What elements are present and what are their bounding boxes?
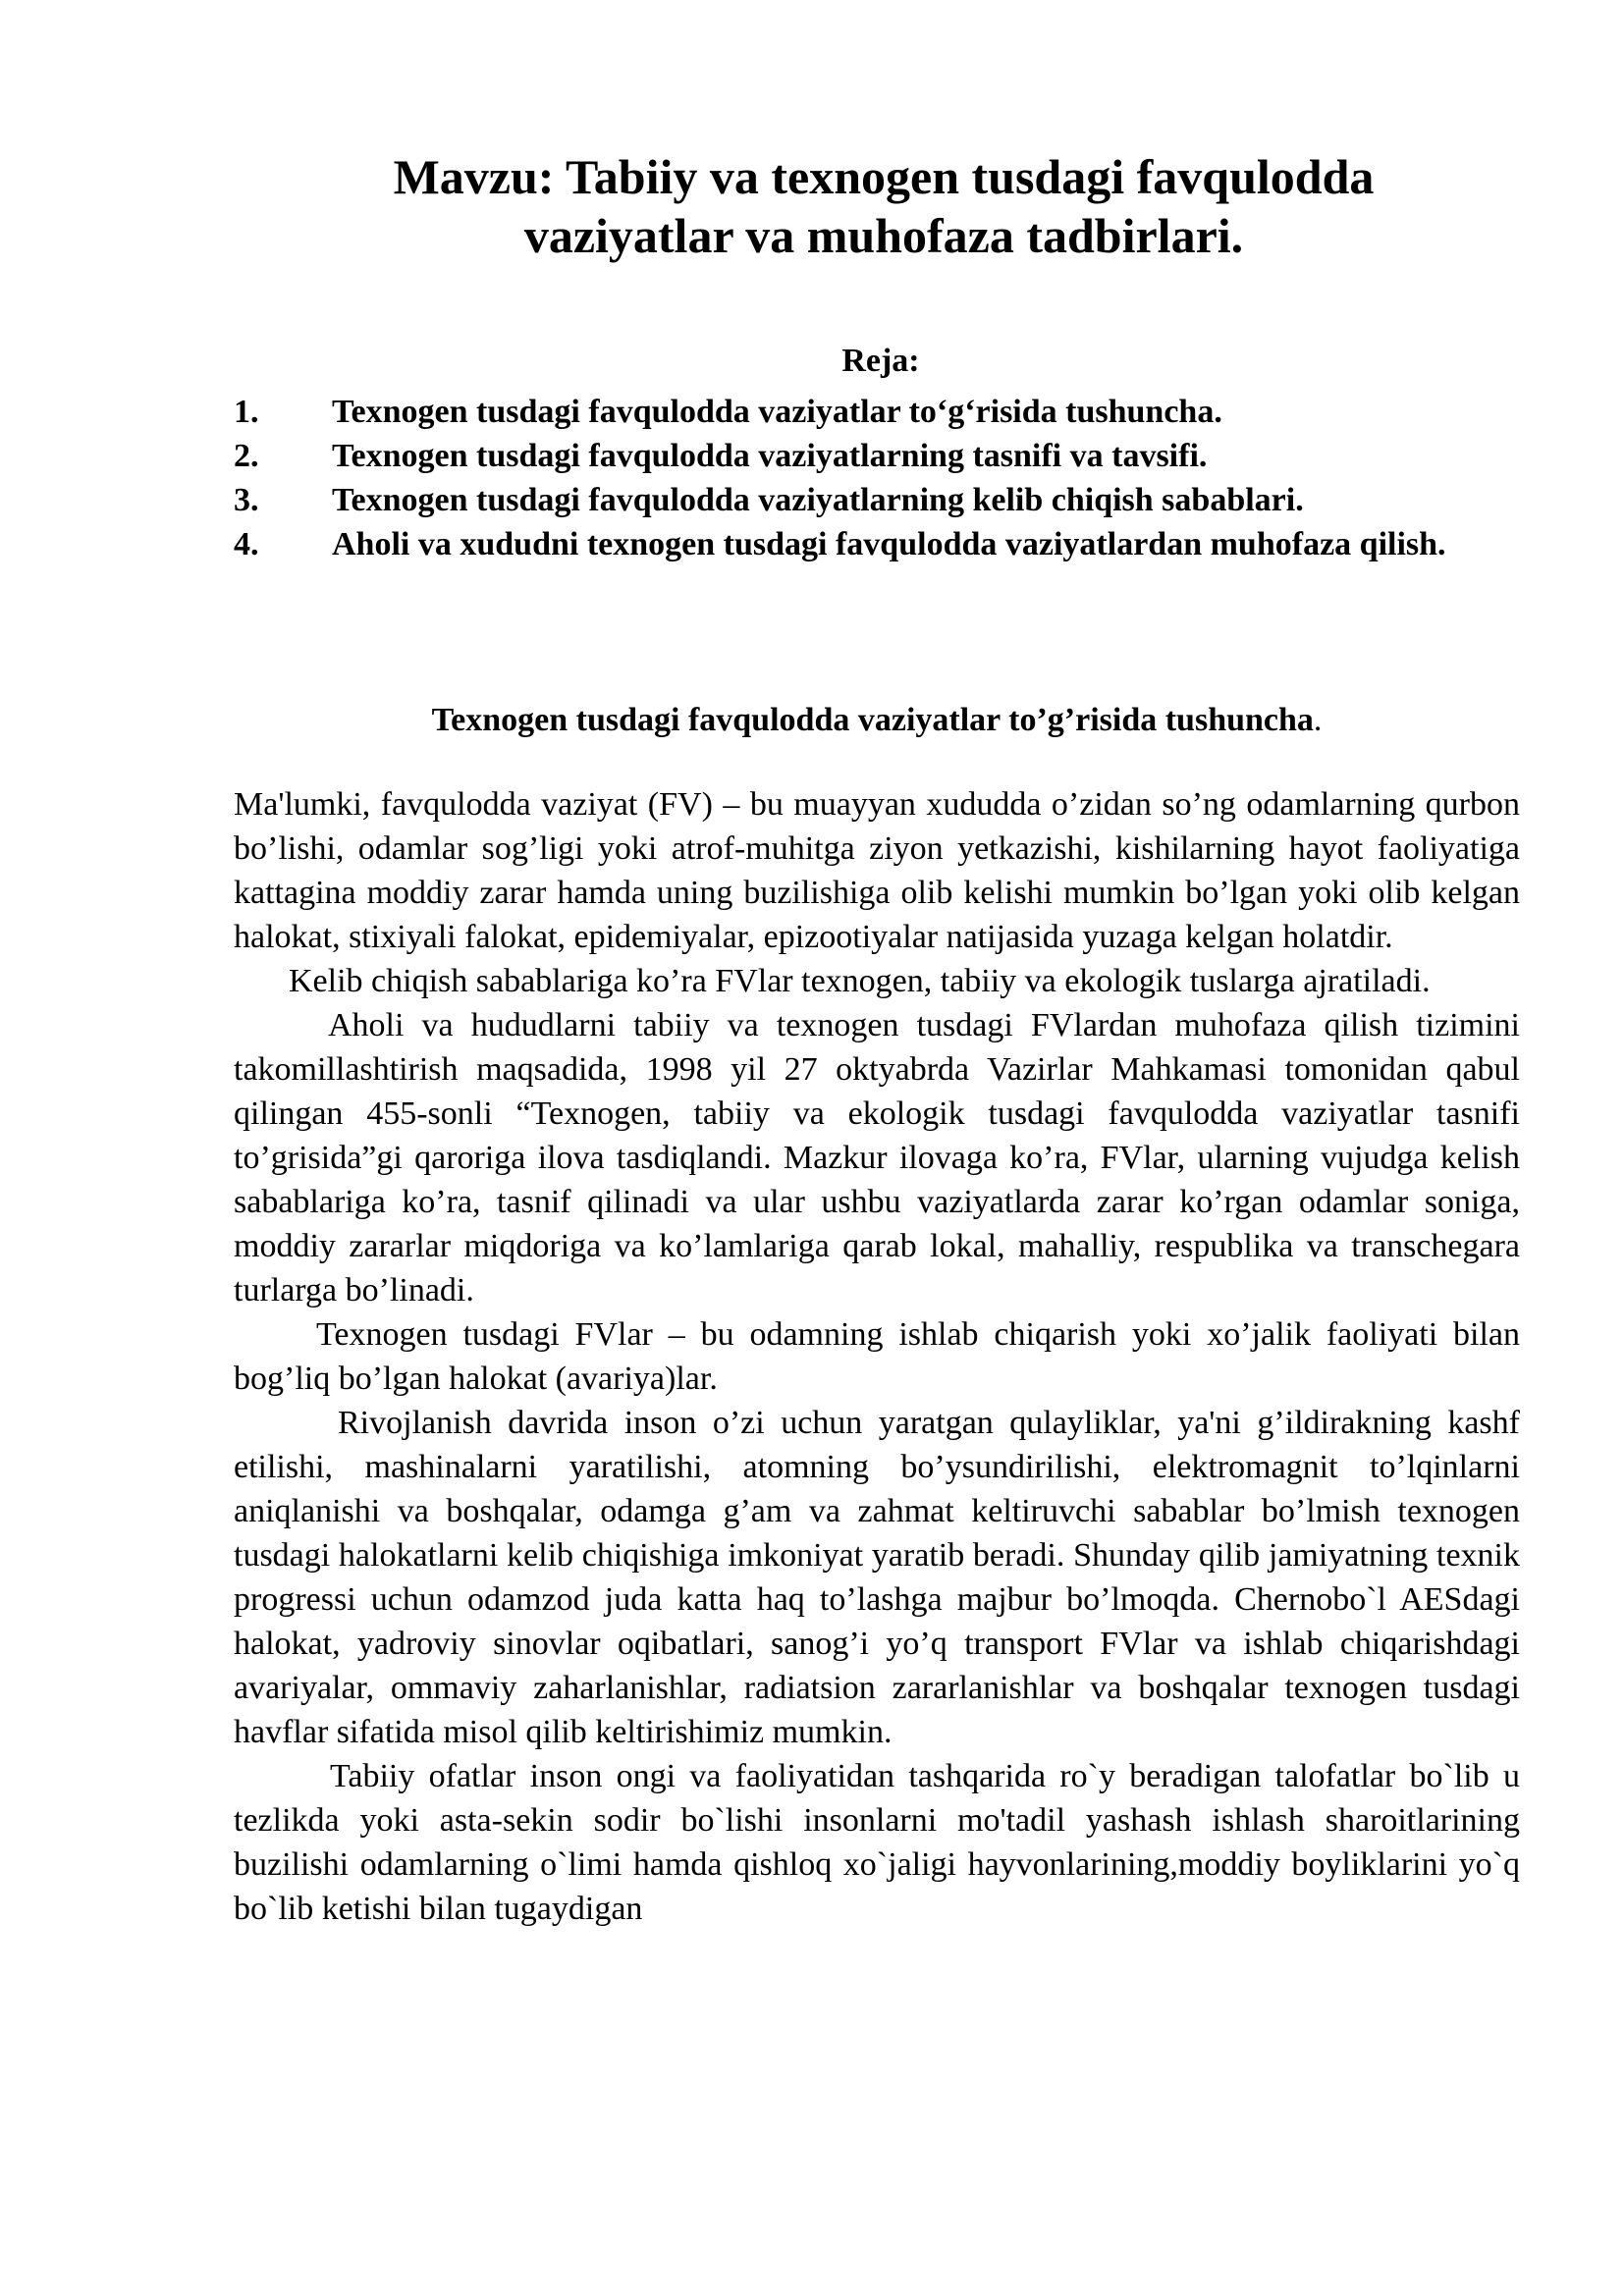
plan-item-text: Texnogen tusdagi favqulodda vaziyatlarning tasnifi va tavsifi. (332, 438, 1208, 474)
plan-item-number: 2. (234, 438, 259, 474)
section-heading-period: . (1313, 702, 1323, 738)
paragraph: Aholi va hududlarni tabiiy va texnogen tusdagi FVlardan muhofaza qilish tizimini takomillashtirish maqsadida, 1998 yil 27 oktyabrda Vazirlar Mahkamasi tomonidan qabul qilingan 455-sonli “Texnogen, tabiiy va ekologik tusdagi favqulodda vaziyatlar tasnifi to’grisida”gi qaroriga ilova tasdiqlandi. Mazkur ilovaga ko’ra, FVlar, ularning vujudga kelish sabablariga ko’ra, tasnif qilinadi va ular ushbu vaziyatlarda zarar ko’rgan odamlar soniga, moddiy zararlar miqdoriga va ko’lamlariga qarab lokal, mahalliy, respublika va transchegara turlarga bo’linadi. (234, 1007, 1520, 1308)
section-heading (234, 700, 1520, 741)
title-line-2: vaziyatlar va muhofaza tadbirlari. (523, 208, 1244, 263)
plan-item-3 (234, 478, 1520, 522)
body-text (234, 782, 1520, 1931)
plan-item-2 (234, 434, 1520, 478)
title-line-1: Mavzu: Tabiiy va texnogen tusdagi favqulodda (393, 149, 1375, 204)
plan-heading: Reja: (841, 343, 920, 379)
paragraph: Kelib chiqish sabablariga ko’ra FVlar texnogen, tabiiy va ekologik tuslarga ajratiladi. (289, 963, 1431, 999)
plan-item-text: Texnogen tusdagi favqulodda vaziyatlar to‘g‘risida tushuncha. (332, 394, 1222, 430)
paragraph: Ma'lumki, favqulodda vaziyat (FV) – bu muayyan xududda o’zidan so’ng odamlarning qurbon bo’lishi, odamlar sog’ligi yoki atrof-muhitga ziyon yetkazishi, kishilarning hayot faoliyatiga kattagina moddiy zarar hamda uning buzilishiga olib kelishi mumkin bo’lgan yoki olib kelgan halokat, stixiyali falokat, epidemiyalar, epizootiyalar natijasida yuzaga kelgan holatdir. (234, 786, 1520, 955)
plan-item-number: 4. (234, 526, 259, 562)
paragraph: Texnogen tusdagi FVlar – bu odamning ishlab chiqarish yoki xo’jalik faoliyati bilan bog’liq bo’lgan halokat (avariya)lar. (234, 1316, 1520, 1397)
paragraph: Tabiiy ofatlar inson ongi va faoliyatidan tashqarida ro`y beradigan talofatlar bo`lib u tezlikda yoki asta-sekin sodir bo`lishi insonlarni mo'tadil yashash ishlash sharoitlarining buzilishi odamlarning o`limi hamda qishloq xo`jaligi hayvonlarining,moddiy boyliklarini yo`q bo`lib ketishi bilan tugaydigan (234, 1758, 1520, 1927)
plan-item-text: Texnogen tusdagi favqulodda vaziyatlarning kelib chiqish sabablari. (332, 482, 1304, 518)
paragraph: Rivojlanish davrida inson o’zi uchun yaratgan qulayliklar, ya'ni g’ildirakning kashf etilishi, mashinalarni yaratilishi, atomning bo’ysundirilishi, elektromagnit to’lqinlarni aniqlanishi va boshqalar, odamga g’am va zahmat keltiruvchi sabablar bo’lmish texnogen tusdagi halokatlarni kelib chiqishiga imkoniyat yaratib beradi. Shunday qilib jamiyatning texnik progressi uchun odamzod juda katta haq to’lashga majbur bo’lmoqda. Chernobo`l AESdagi halokat, yadroviy sinovlar oqibatlari, sanog’i yo’q transport FVlar va ishlab chiqarishdagi avariyalar, ommaviy zaharlanishlar, radiatsion zararlanishlar va boshqalar texnogen tusdagi havflar sifatida misol qilib keltirishimiz mumkin. (234, 1405, 1520, 1750)
document-title (236, 147, 1532, 265)
plan-item-text: Aholi va xududni texnogen tusdagi favqulodda vaziyatlardan muhofaza qilish. (332, 526, 1446, 562)
plan-item-4 (234, 522, 1520, 566)
plan-list (234, 390, 1520, 566)
section-heading-text: Texnogen tusdagi favqulodda vaziyatlar to’g’risida tushuncha (431, 702, 1314, 738)
plan-item-number: 3. (234, 482, 259, 518)
plan-item-number: 1. (234, 394, 259, 430)
plan-item-1 (234, 390, 1520, 434)
